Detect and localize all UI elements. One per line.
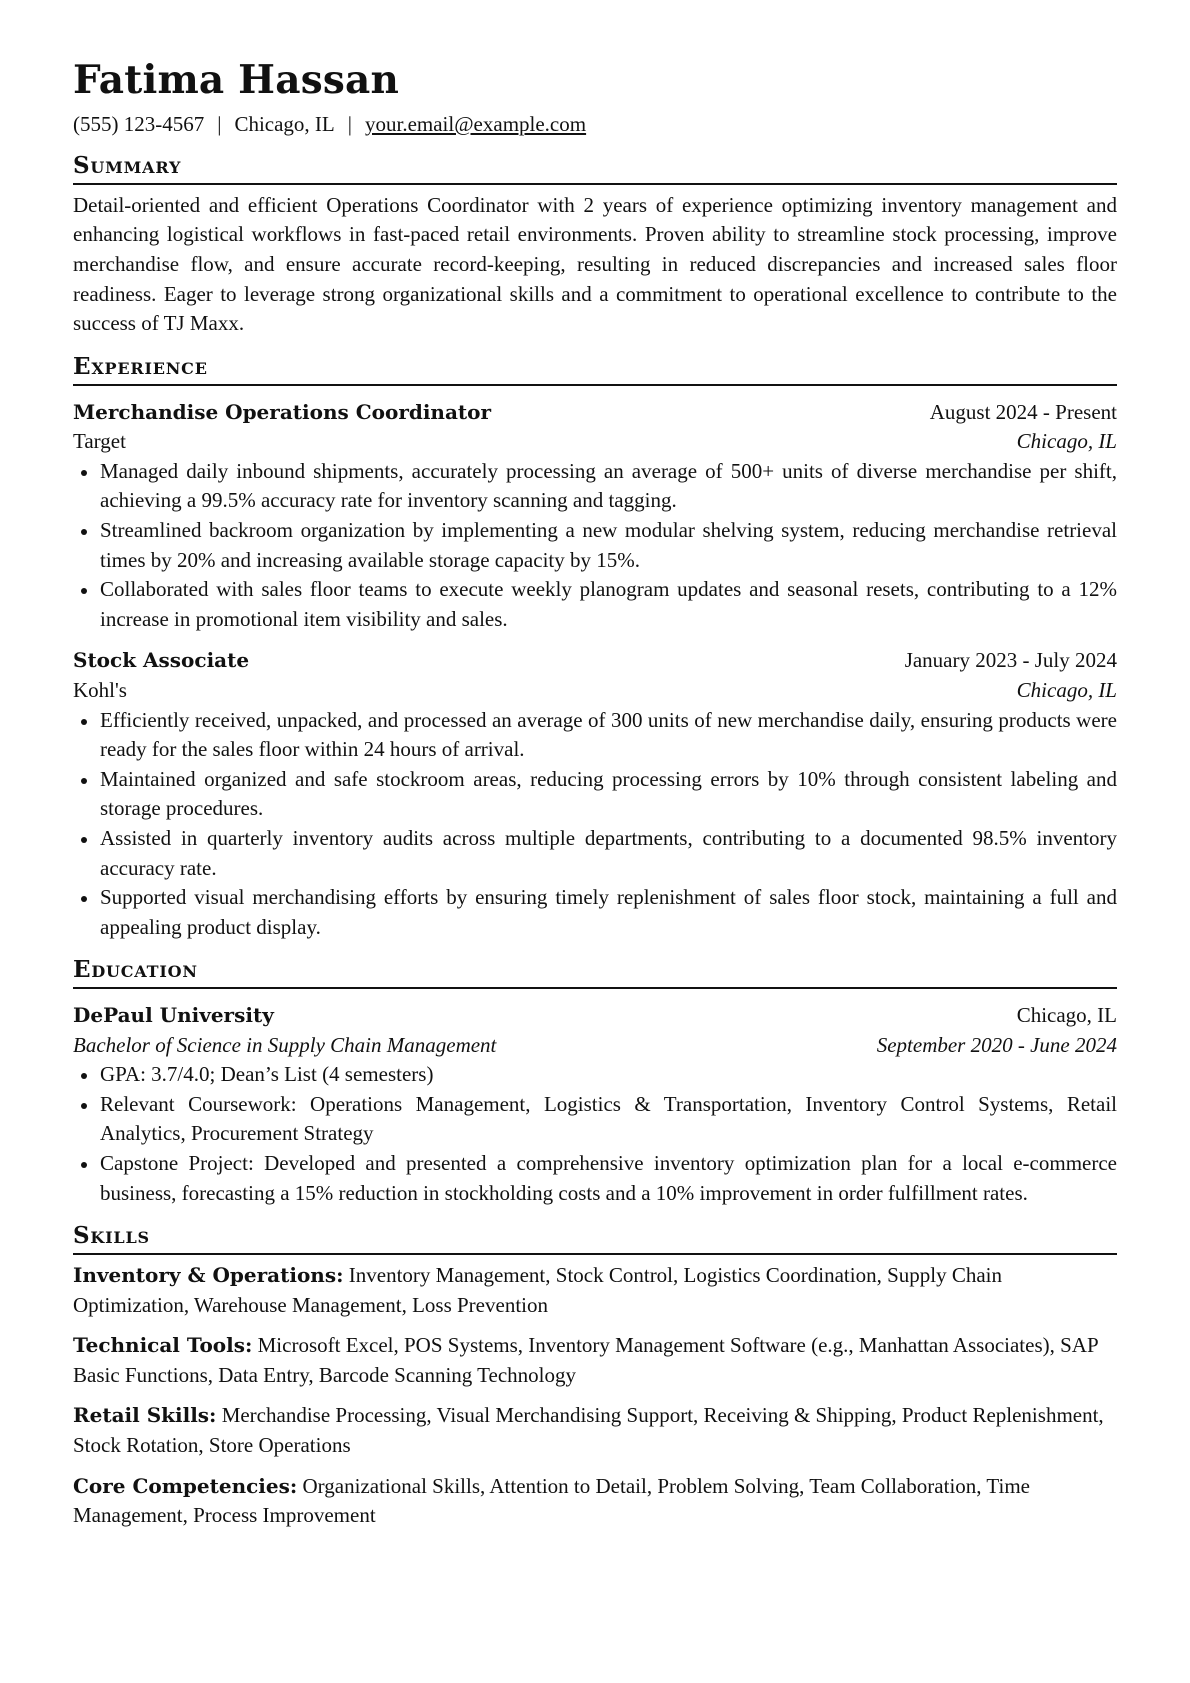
contact-separator: |	[217, 111, 222, 136]
job-bullets	[73, 706, 1117, 943]
job-location: Chicago, IL	[1016, 677, 1117, 702]
job-entry	[73, 646, 1117, 942]
skill-group-label: Core Competencies:	[73, 1473, 298, 1498]
skill-group-text: Organizational Skills, Attention to Detail, Problem Solving, Team Collaboration, Time Management, Process Improvement	[73, 1473, 1030, 1528]
location: Chicago, IL	[234, 111, 335, 136]
bullet-item: Assisted in quarterly inventory audits across multiple departments, contributing to a documented 98.5% inventory accuracy rate.	[73, 824, 1117, 883]
education-entry	[73, 1001, 1117, 1208]
bullet-item: Supported visual merchandising efforts by ensuring timely replenishment of sales floor stock, maintaining a full and appealing product display.	[73, 883, 1117, 942]
bullet-item: Efficiently received, unpacked, and processed an average of 300 units of new merchandise daily, ensuring products were ready for the sales floor within 24 hours of arrival.	[73, 706, 1117, 765]
job-header	[73, 646, 1117, 676]
bullet-item: Streamlined backroom organization by implementing a new modular shelving system, reducing merchandise retrieval times by 20% and increasing available storage capacity by 15%.	[73, 516, 1117, 575]
bullet-item: Managed daily inbound shipments, accurately processing an average of 500+ units of diverse merchandise per shift, achieving a 99.5% accuracy rate for inventory scanning and tagging.	[73, 457, 1117, 516]
job-entry	[73, 398, 1117, 635]
school-name: DePaul University	[73, 1003, 274, 1028]
skill-group	[73, 1331, 1117, 1390]
job-subheader	[73, 676, 1117, 706]
job-subheader	[73, 427, 1117, 457]
education-header	[73, 1001, 1117, 1031]
job-dates: January 2023 - July 2024	[904, 648, 1117, 673]
job-bullets	[73, 457, 1117, 635]
skill-group-label: Inventory & Operations:	[73, 1262, 344, 1287]
bullet-item: GPA: 3.7/4.0; Dean’s List (4 semesters)	[73, 1060, 1117, 1090]
section-heading-skills: Skills	[73, 1222, 1117, 1255]
job-location: Chicago, IL	[1016, 429, 1117, 454]
degree: Bachelor of Science in Supply Chain Management	[73, 1032, 497, 1057]
job-dates: August 2024 - Present	[929, 399, 1117, 424]
company-name: Target	[73, 429, 126, 454]
section-heading-experience: Experience	[73, 353, 1117, 386]
summary-section	[73, 152, 1117, 339]
bullet-item: Capstone Project: Developed and presented a comprehensive inventory optimization plan for a local e-commerce business, forecasting a 15% reduction in stockholding costs and a 10% improvement in order fulfillment rates.	[73, 1149, 1117, 1208]
skill-group	[73, 1401, 1117, 1460]
contact-separator: |	[347, 111, 352, 136]
email-link[interactable]: your.email@example.com	[364, 111, 587, 136]
skill-group	[73, 1472, 1117, 1531]
phone-number: (555) 123-4567	[73, 111, 205, 136]
job-title: Stock Associate	[73, 648, 250, 673]
bullet-item: Relevant Coursework: Operations Management, Logistics & Transportation, Inventory Control Systems, Retail Analytics, Procurement Strategy	[73, 1090, 1117, 1149]
skill-group-label: Technical Tools:	[73, 1333, 253, 1358]
bullet-item: Maintained organized and safe stockroom areas, reducing processing errors by 10% through consistent labeling and storage procedures.	[73, 765, 1117, 824]
skills-section	[73, 1222, 1117, 1531]
skill-group-text: Inventory Management, Stock Control, Logistics Coordination, Supply Chain Optimization, Warehouse Management, Loss Prevention	[73, 1262, 1003, 1317]
company-name: Kohl's	[73, 677, 127, 702]
job-title: Merchandise Operations Coordinator	[73, 399, 492, 424]
skill-group-text: Merchandise Processing, Visual Merchandising Support, Receiving & Shipping, Product Replenishment, Stock Rotation, Store Operations	[73, 1403, 1104, 1457]
school-location: Chicago, IL	[1016, 1003, 1117, 1028]
contact-line	[73, 111, 1117, 138]
job-header	[73, 398, 1117, 428]
education-bullets	[73, 1060, 1117, 1208]
section-heading-education: Education	[73, 956, 1117, 989]
education-section	[73, 956, 1117, 1208]
bullet-item: Collaborated with sales floor teams to execute weekly planogram updates and seasonal resets, contributing to a 12% increase in promotional item visibility and sales.	[73, 575, 1117, 634]
experience-section	[73, 353, 1117, 942]
skill-group-label: Retail Skills:	[73, 1403, 217, 1428]
candidate-name: Fatima Hassan	[73, 57, 400, 103]
summary-text: Detail-oriented and efficient Operations Coordinator with 2 years of experience optimizing inventory management and enhancing logistical workflows in fast-paced retail environments. Proven ability to streamline stock processing, improve merchandise flow, and ensure accurate record-keeping, resulting in reduced discrepancies and increased sales floor readiness. Eager to leverage strong organizational skills and a commitment to operational excellence to contribute to the success of TJ Maxx.	[73, 192, 1117, 336]
skill-group	[73, 1261, 1117, 1320]
education-subheader	[73, 1031, 1117, 1061]
section-heading-summary: Summary	[73, 152, 1117, 185]
education-dates: September 2020 - June 2024	[876, 1032, 1117, 1057]
skill-group-text: Microsoft Excel, POS Systems, Inventory Management Software (e.g., Manhattan Associates), SAP Basic Functions, Data Entry, Barcode Scanning Technology	[73, 1333, 1098, 1387]
